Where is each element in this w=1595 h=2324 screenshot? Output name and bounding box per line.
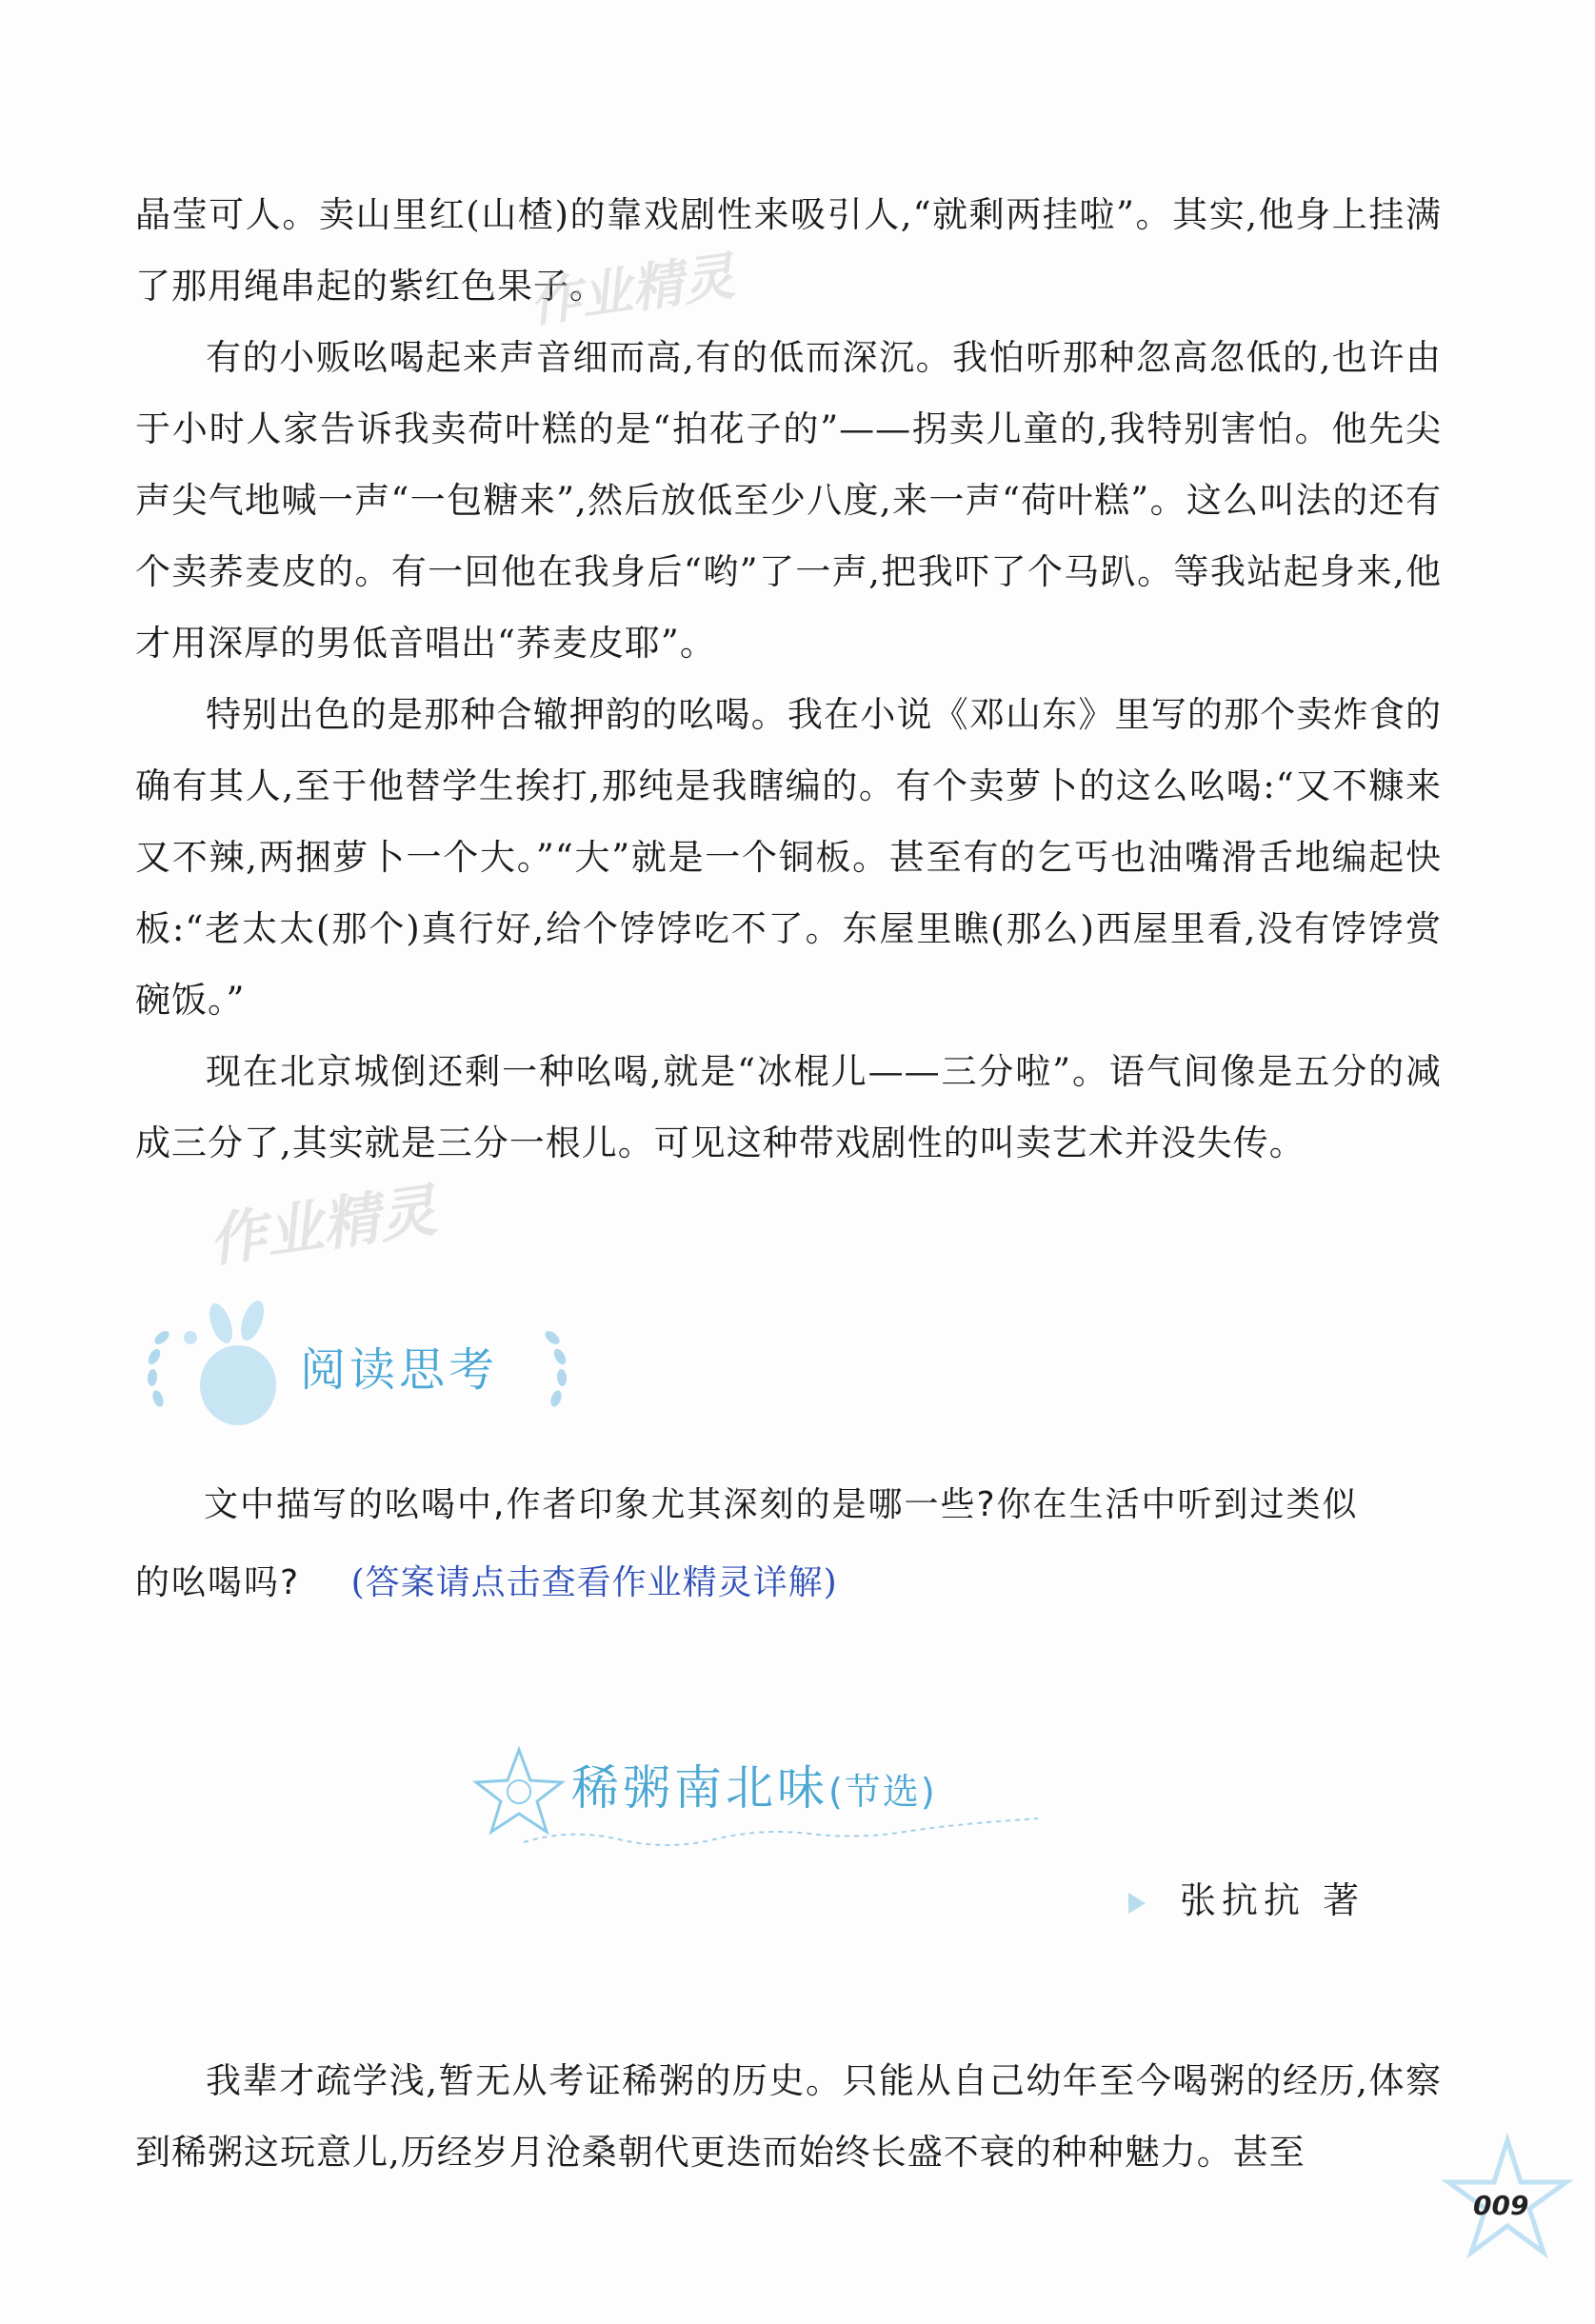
question-line: 文中描写的吆喝中,作者印象尤其深刻的是哪一些?你在生活中听到过类似 [204, 1485, 1359, 1524]
article-title-text: 稀粥南北味 [571, 1760, 828, 1816]
paragraph: 现在北京城倒还剩一种吆喝,就是“冰棍儿——三分啦”。语气间像是五分的减成三分了,其实就是三分一根儿。可见这种带戏剧性的叫卖艺术并没失传。 [135, 1051, 1442, 1163]
page-number-badge [1433, 2133, 1576, 2275]
paragraph: 有的小贩吆喝起来声音细而高,有的低而深沉。我怕听那种忽高忽低的,也许由于小时人家告诉我卖荷叶糕的是“拍花子的”——拐卖儿童的,我特别害怕。他先尖声尖气地喊一声“一包糖来”,然后放低至少八度,来一声“荷叶糕”。这么叫法的还有个卖荞麦皮的。有一回他在我身后“哟”了一声,把我吓了个马趴。等我站起身来,他才用深厚的男低音唱出“荞麦皮耶”。 [135, 337, 1442, 664]
rabbit-icon [184, 1300, 276, 1425]
question-text: 的吆喝吗? [135, 1563, 301, 1602]
triangle-bullet-icon [1128, 1893, 1146, 1914]
question-line [135, 1544, 1442, 1622]
page-number: 009 [1473, 2190, 1529, 2221]
article-subtitle: (节选) [828, 1771, 937, 1813]
article-body [135, 2045, 1442, 2188]
reading-question [135, 1466, 1442, 1622]
watermark: 作业精灵 [204, 1177, 441, 1276]
article-title-banner [467, 1733, 1057, 1866]
section-title: 阅读思考 [300, 1343, 499, 1397]
author-line [1128, 1871, 1365, 1923]
paragraph: 特别出色的是那种合辙押韵的吆喝。我在小说《邓山东》里写的那个卖炸食的确有其人,至于他替学生挨打,那纯是我瞎编的。有个卖萝卜的这么吆喝:“又不糠来又不辣,两捆萝卜一个大。”“大”就是一个铜板。甚至有的乞丐也油嘴滑舌地编起快板:“老太太(那个)真行好,给个饽饽吃不了。东屋里瞧(那么)西屋里看,没有饽饽赏碗饭。” [135, 694, 1442, 1021]
watermark: 作业精灵 [526, 246, 738, 334]
paragraph: 我辈才疏学浅,暂无从考证稀粥的历史。只能从自己幼年至今喝粥的经历,体察到稀粥这玩意儿,历经岁月沧桑朝代更迭而始终长盛不衰的种种魅力。甚至 [135, 2060, 1442, 2173]
paragraph: 晶莹可人。卖山里红(山楂)的靠戏剧性来吸引人,“就剩两挂啦”。其实,他身上挂满了那用绳串起的紫红色果子。 [135, 194, 1442, 307]
reading-section-badge [133, 1300, 581, 1442]
answer-link[interactable]: (答案请点击查看作业精灵详解) [350, 1563, 838, 1602]
author-name: 张抗抗 著 [1180, 1879, 1366, 1921]
passage-1 [135, 179, 1442, 1179]
article-title [571, 1750, 937, 1818]
